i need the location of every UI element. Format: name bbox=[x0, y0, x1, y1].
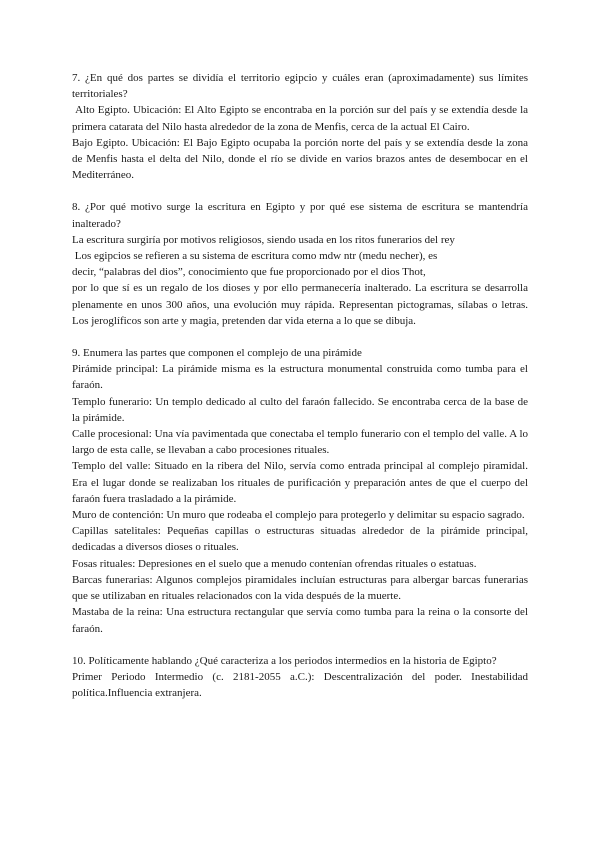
pyramid-part-item: Templo del valle: Situado en la ribera del Nilo, servía como entrada principal al complejo piramidal. Era el lugar donde se realizaban los rituales de purificación y preparación antes de que el cuerpo del faraón fuera trasladado a la pirámide. bbox=[72, 460, 528, 505]
answer-paragraph: Primer Periodo Intermedio (c. 2181-2055 a.C.): Descentralización del poder. Inestabilidad política.Influencia extranjera. bbox=[72, 670, 528, 700]
pyramid-part-item: Calle procesional: Una vía pavimentada que conectaba el templo funerario con el templo del valle. A lo largo de esta calle, se llevaban a cabo procesiones rituales. bbox=[72, 428, 528, 457]
answer-paragraph: por lo que sí es un regalo de los dioses y por ello permanecería inalterado. La escritura se desarrolla plenamente en unos 300 años, una evolución muy rápida. Representan pictogramas, sílabas o letras. Los jeroglíficos son arte y magia, pretenden dar vida eterna a lo que se dibuja. bbox=[72, 282, 528, 327]
document-page bbox=[72, 70, 531, 717]
pyramid-part-item: Pirámide principal: La pirámide misma es la estructura monumental construida como tumba para el faraón. bbox=[72, 363, 528, 392]
pyramid-part-item: Barcas funerarias: Algunos complejos piramidales incluían estructuras para albergar barcas funerarias que se utilizaban en rituales relacionados con la vida después de la muerte. bbox=[72, 573, 528, 603]
pyramid-part-item: Muro de contención: Un muro que rodeaba el complejo para protegerlo y delimitar su espacio sagrado. bbox=[72, 509, 525, 522]
answer-paragraph: Bajo Egipto. Ubicación: El Bajo Egipto ocupaba la porción norte del país y se extendía desde la zona de Menfis hasta el delta del Nilo, donde el río se divide en varios brazos antes de desembocar en el Mediterráneo. bbox=[72, 136, 528, 182]
pyramid-part-item: Fosas rituales: Depresiones en el suelo que a menudo contenían ofrendas rituales o estatuas. bbox=[72, 557, 477, 570]
question-9: 9. Enumera las partes que componen el complejo de una pirámide bbox=[72, 347, 362, 360]
answer-paragraph: La escritura surgiría por motivos religiosos, siendo usada en los ritos funerarios del rey bbox=[72, 233, 455, 246]
answer-paragraph: Los egipcios se refieren a su sistema de escritura como mdw ntr (medu necher), es bbox=[72, 250, 438, 263]
pyramid-part-item: Mastaba de la reina: Una estructura rectangular que servía como tumba para la reina o la consorte del faraón. bbox=[72, 606, 528, 635]
question-10-section bbox=[72, 653, 528, 702]
question-8-section bbox=[72, 199, 528, 329]
question-10: 10. Políticamente hablando ¿Qué caracteriza a los periodos intermedios en la historia de Egipto? bbox=[72, 654, 497, 667]
answer-paragraph: decir, “palabras del dios”, conocimiento que fue proporcionado por el dios Thot, bbox=[72, 266, 426, 279]
question-7-section bbox=[72, 70, 531, 183]
question-9-section bbox=[72, 345, 528, 637]
answer-paragraph: Alto Egipto. Ubicación: El Alto Egipto se encontraba en la porción sur del país y se extendía desde la primera catarata del Nilo hasta alrededor de la zona de Menfis, cerca de la actual El Cairo. bbox=[72, 104, 531, 133]
question-7: 7. ¿En qué dos partes se dividía el territorio egipcio y cuáles eran (aproximadamente) sus límites territoriales? bbox=[72, 72, 528, 101]
pyramid-part-item: Templo funerario: Un templo dedicado al culto del faraón fallecido. Se encontraba cerca de la base de la pirámide. bbox=[72, 395, 528, 424]
pyramid-part-item: Capillas satelitales: Pequeñas capillas o estructuras situadas alrededor de la pirámide principal, dedicadas a diversos dioses o rituales. bbox=[72, 525, 528, 554]
question-8: 8. ¿Por qué motivo surge la escritura en Egipto y por qué ese sistema de escritura se mantendría inalterado? bbox=[72, 201, 528, 230]
